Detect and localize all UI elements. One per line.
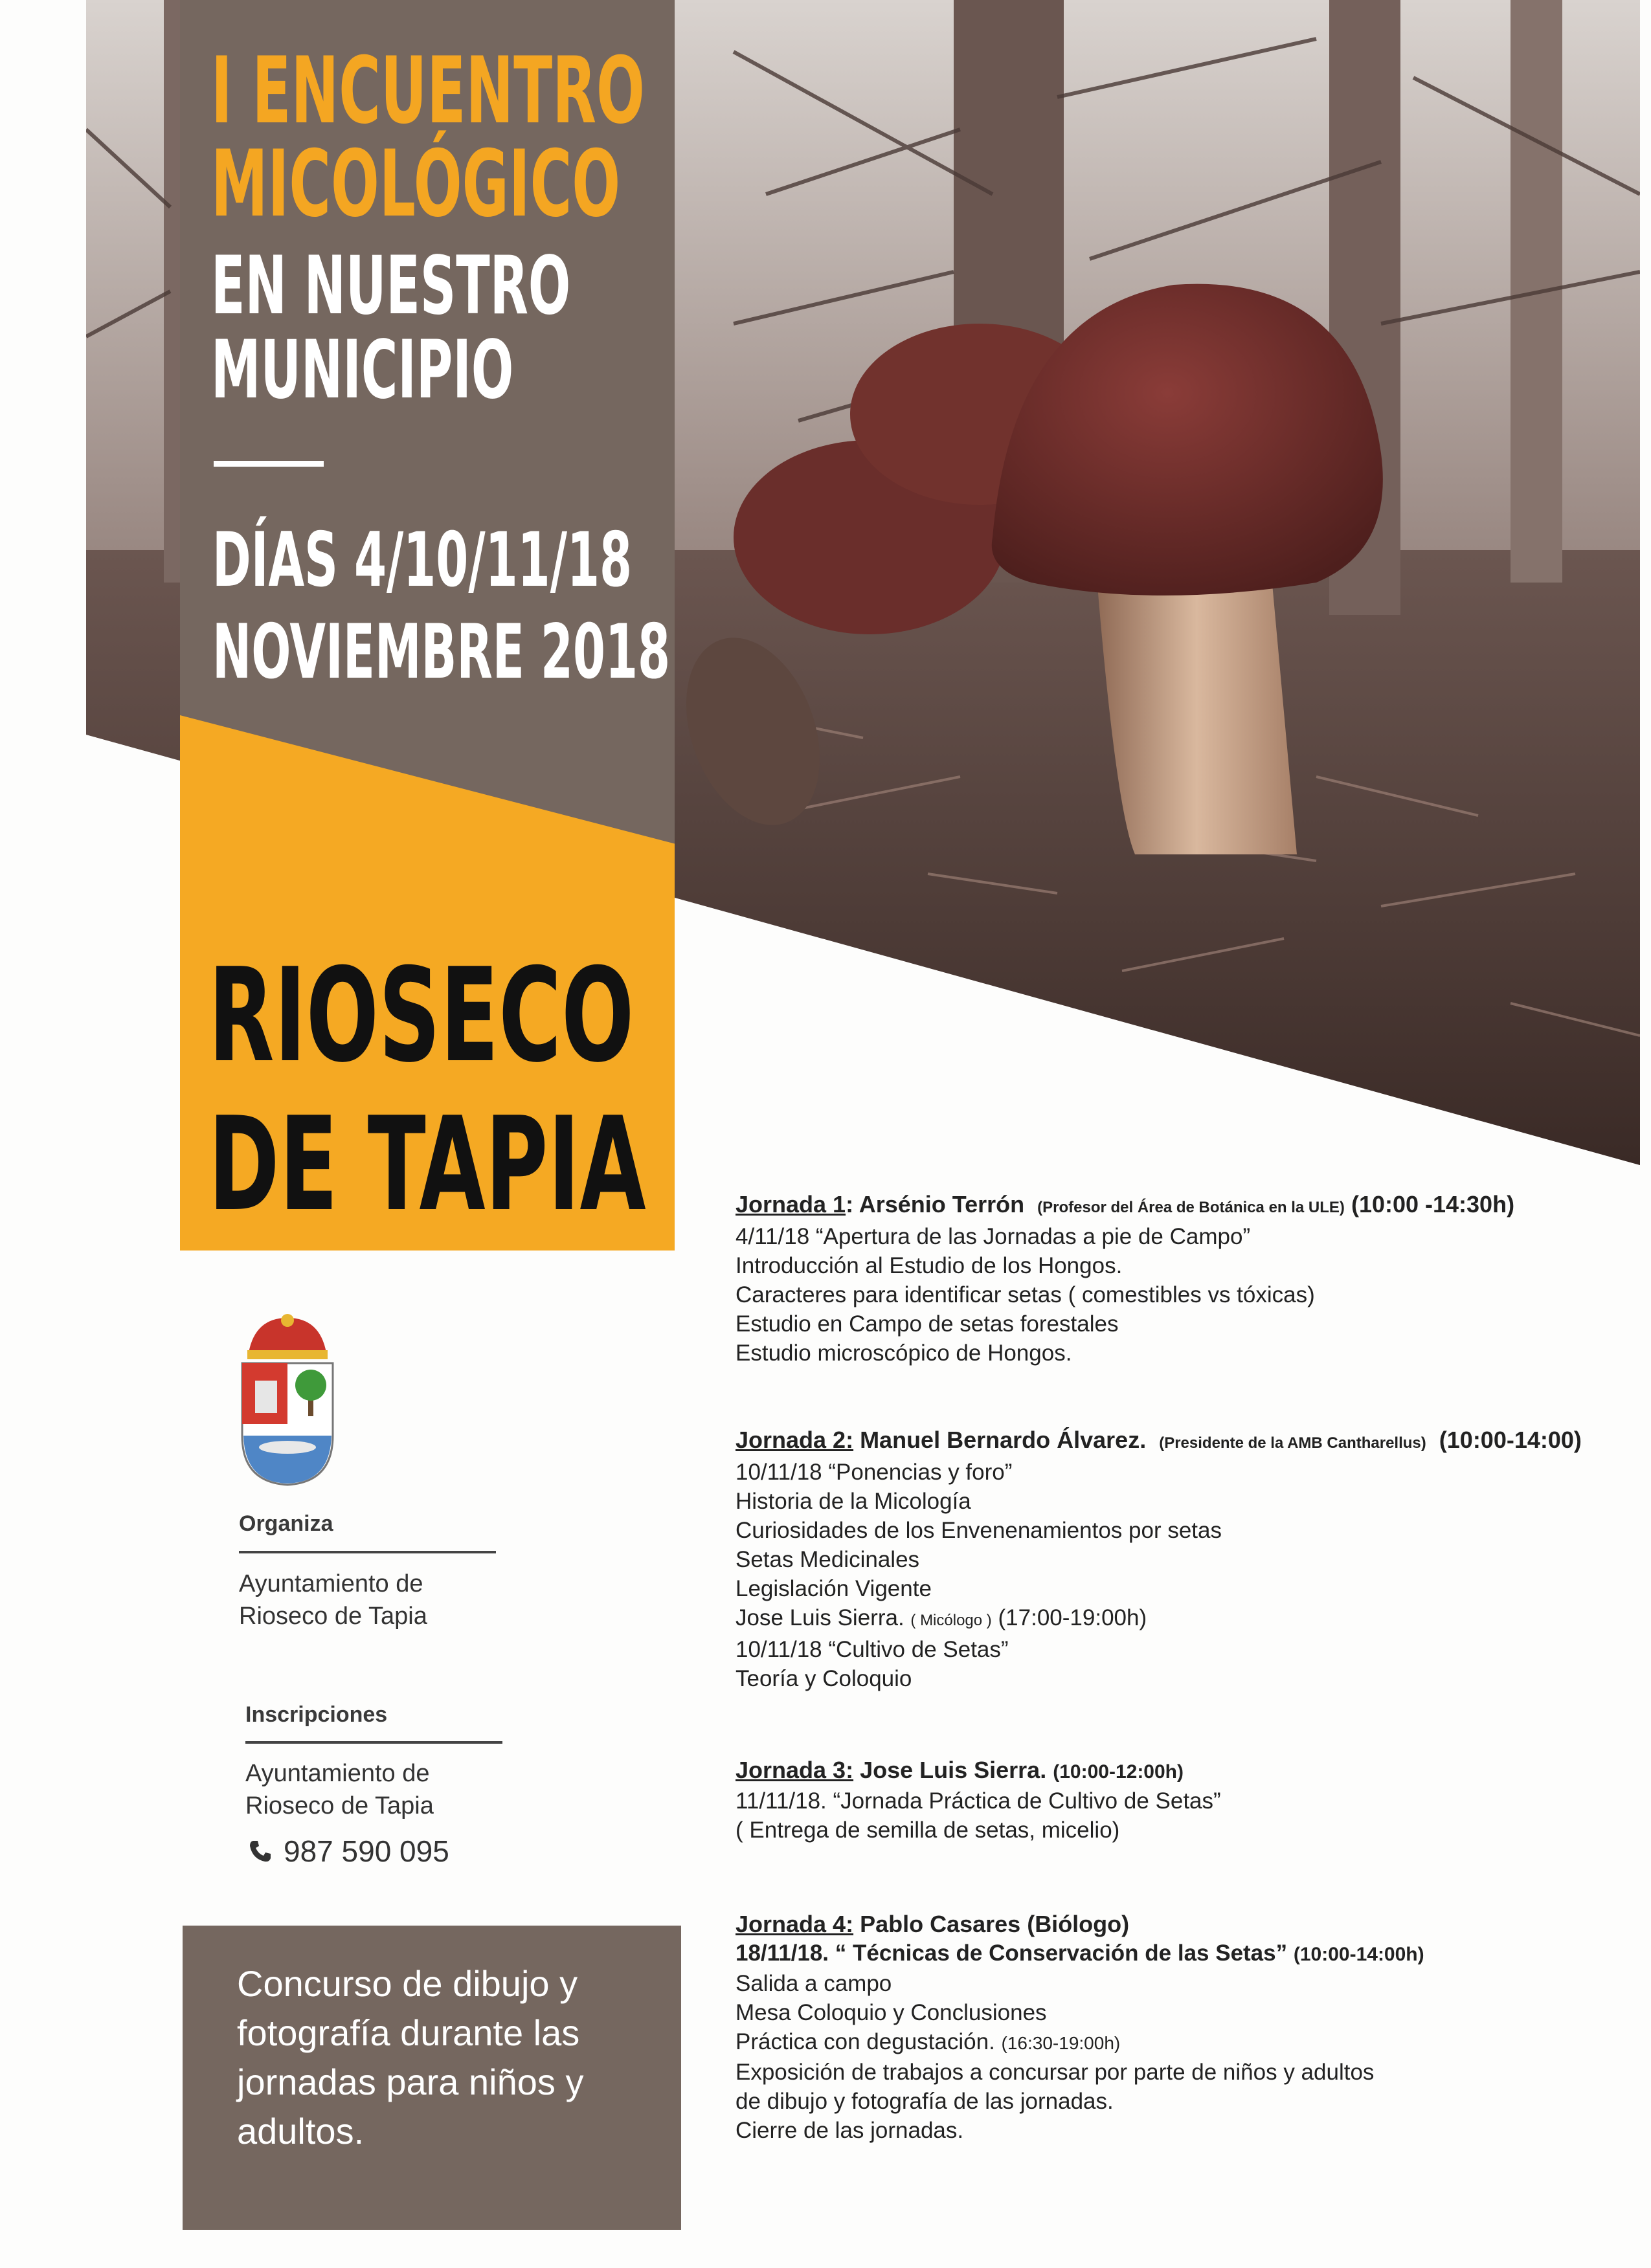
jornada-2-time: (10:00-14:00) bbox=[1439, 1427, 1582, 1453]
jornada-1-role: (Profesor del Área de Botánica en la ULE) bbox=[1037, 1199, 1345, 1216]
jornada-2-sierra-role: ( Micólogo ) bbox=[910, 1612, 992, 1629]
title-divider bbox=[214, 461, 324, 467]
jornada-2 bbox=[736, 1425, 1629, 1693]
jornada-1-line: Estudio microscópico de Hongos. bbox=[736, 1340, 1072, 1366]
jornada-4-line: Mesa Coloquio y Conclusiones bbox=[736, 2000, 1047, 2025]
subtitle-line-1: EN NUESTRO bbox=[211, 239, 571, 333]
jornada-2-line: 10/11/18 “Cultivo de Setas” bbox=[736, 1637, 1009, 1662]
inscripciones-label: Inscripciones bbox=[245, 1702, 388, 1727]
jornada-1-line: Estudio en Campo de setas forestales bbox=[736, 1311, 1119, 1337]
jornada-2-line: Legislación Vigente bbox=[736, 1576, 932, 1601]
jornada-4-line: Salida a campo bbox=[736, 1971, 892, 1996]
jornada-2-role: (Presidente de la AMB Cantharellus) bbox=[1159, 1434, 1426, 1452]
organiza-divider bbox=[239, 1551, 496, 1553]
jornada-1-label: Jornada 1 bbox=[736, 1191, 846, 1217]
event-days: DÍAS 4/10/11/18 bbox=[212, 517, 633, 604]
jornada-4-subtitle-row bbox=[736, 1939, 1629, 1969]
inscripciones-divider bbox=[245, 1741, 502, 1744]
jornada-2-line: Teoría y Coloquio bbox=[736, 1666, 912, 1691]
jornada-1-header bbox=[736, 1190, 1629, 1222]
jornada-2-sierra-time: (17:00-19:00h) bbox=[998, 1605, 1147, 1630]
jornada-4-speaker: Pablo Casares (Biólogo) bbox=[853, 1911, 1130, 1937]
jornada-2-line: 10/11/18 “Ponencias y foro” bbox=[736, 1460, 1013, 1485]
jornada-1 bbox=[736, 1190, 1629, 1368]
jornada-4-subtitle: 18/11/18. “ Técnicas de Conservación de las Setas” bbox=[736, 1940, 1288, 1966]
jornada-4-practice-row bbox=[736, 2027, 1629, 2058]
jornada-2-line: Curiosidades de los Envenenamientos por setas bbox=[736, 1518, 1222, 1543]
jornada-1-separator: : bbox=[846, 1191, 854, 1217]
jornada-4-header bbox=[736, 1909, 1629, 1939]
jornada-4-label: Jornada 4: bbox=[736, 1911, 854, 1937]
town-name-line-1: RIOSECO bbox=[208, 940, 635, 1091]
jornada-2-sierra-name: Jose Luis Sierra. bbox=[736, 1605, 904, 1630]
jornada-1-line: Caracteres para identificar setas ( comestibles vs tóxicas) bbox=[736, 1282, 1315, 1307]
title-line-1: I ENCUENTRO bbox=[211, 38, 645, 144]
organiza-label: Organiza bbox=[239, 1511, 333, 1536]
organiza-line-1: Ayuntamiento de bbox=[239, 1570, 423, 1597]
jornada-1-line: 4/11/18 “Apertura de las Jornadas a pie de Campo” bbox=[736, 1224, 1251, 1249]
event-month-year: NOVIEMBRE 2018 bbox=[212, 608, 671, 696]
jornada-1-line: Introducción al Estudio de los Hongos. bbox=[736, 1253, 1123, 1278]
jornada-1-speaker: Arsénio Terrón bbox=[853, 1191, 1025, 1217]
jornada-4-practice: Práctica con degustación. bbox=[736, 2029, 995, 2054]
jornada-2-label: Jornada 2: bbox=[736, 1427, 854, 1453]
jornada-2-speaker: Manuel Bernardo Álvarez. bbox=[853, 1427, 1147, 1453]
jornada-1-time: (10:00 -14:30h) bbox=[1351, 1191, 1515, 1217]
jornada-3-header bbox=[736, 1755, 1629, 1786]
phone-icon bbox=[247, 1838, 273, 1864]
contest-box bbox=[183, 1926, 681, 2230]
jornada-4-line: Exposición de trabajos a concursar por parte de niños y adultos bbox=[736, 2060, 1375, 2085]
inscripciones-line-1: Ayuntamiento de bbox=[245, 1760, 430, 1787]
subtitle-line-2: MUNICIPIO bbox=[211, 324, 514, 417]
jornada-4-line: de dibujo y fotografía de las jornadas. bbox=[736, 2089, 1114, 2114]
jornada-4-practice-time: (16:30-19:00h) bbox=[1001, 2033, 1121, 2053]
jornada-3-label: Jornada 3: bbox=[736, 1757, 854, 1783]
jornada-3 bbox=[736, 1755, 1629, 1845]
jornada-2-header bbox=[736, 1425, 1629, 1458]
jornada-3-line: ( Entrega de semilla de setas, micelio) bbox=[736, 1818, 1120, 1843]
organiza-line-2: Rioseco de Tapia bbox=[239, 1603, 427, 1630]
jornada-2-line: Setas Medicinales bbox=[736, 1547, 920, 1572]
jornada-4-line: Cierre de las jornadas. bbox=[736, 2118, 964, 2143]
jornada-2-sierra-line bbox=[736, 1603, 1629, 1635]
town-name-line-2: DE TAPIA bbox=[208, 1089, 646, 1240]
phone-row bbox=[247, 1832, 449, 1871]
jornada-3-time: (10:00-12:00h) bbox=[1053, 1761, 1184, 1783]
jornada-4 bbox=[736, 1909, 1629, 2145]
jornada-4-subtitle-time: (10:00-14:00h) bbox=[1293, 1944, 1424, 1965]
jornada-2-line: Historia de la Micología bbox=[736, 1489, 971, 1514]
contest-text: Concurso de dibujo y fotografía durante las jornadas para niños y adultos. bbox=[237, 1963, 584, 2151]
title-line-2: MICOLÓGICO bbox=[211, 131, 621, 238]
coat-of-arms-icon bbox=[236, 1313, 339, 1487]
inscripciones-line-2: Rioseco de Tapia bbox=[245, 1792, 434, 1819]
jornada-3-speaker: Jose Luis Sierra. bbox=[853, 1757, 1047, 1783]
jornada-3-line: 11/11/18. “Jornada Práctica de Cultivo de Setas” bbox=[736, 1788, 1221, 1814]
phone-number: 987 590 095 bbox=[284, 1834, 449, 1868]
